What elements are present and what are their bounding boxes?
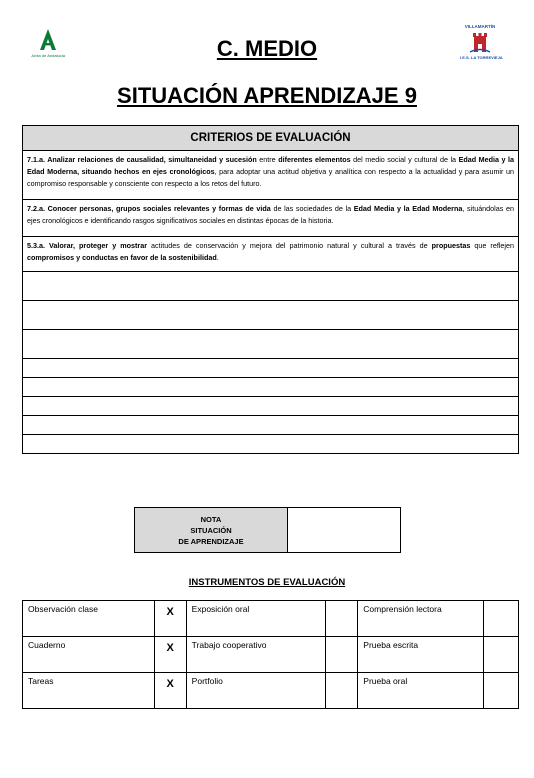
nota-label-line2: SITUACIÓN xyxy=(190,525,232,535)
nota-label xyxy=(135,508,288,553)
criterion-text-segment: que reflejen xyxy=(470,241,515,250)
criterion-7-1-a xyxy=(23,151,519,200)
criteria-row xyxy=(23,200,519,237)
criteria-row xyxy=(23,237,519,272)
criteria-table xyxy=(22,125,519,454)
instrument-label: Tareas xyxy=(23,673,155,709)
nota-label-line3: DE APRENDIZAJE xyxy=(178,536,244,546)
instrument-check-cell[interactable] xyxy=(484,637,519,673)
criterion-text-segment: de las sociedades de la xyxy=(270,204,354,213)
criteria-empty-row[interactable] xyxy=(23,301,519,330)
instrument-label: Prueba escrita xyxy=(358,637,484,673)
instrument-check-cell[interactable] xyxy=(484,673,519,709)
criterion-text-segment: propuestas xyxy=(431,241,471,250)
criterion-5-3-a xyxy=(23,237,519,272)
criterion-text-segment: diferentes elementos xyxy=(278,155,351,164)
instruments-table xyxy=(22,600,519,709)
instrument-check-cell[interactable] xyxy=(326,601,358,637)
criteria-empty-row[interactable] xyxy=(23,435,519,454)
criterion-text-segment: , para adoptar una actitud objetiva y analítica con respecto a la actualidad y para asumir un compromiso responsable y consciente con respecto a los retos del futuro. xyxy=(27,167,514,188)
nota-value-cell[interactable] xyxy=(288,508,401,553)
criteria-empty-cell[interactable] xyxy=(23,359,519,378)
junta-andalucia-caption: Junta de Andalucía xyxy=(30,53,66,58)
criterion-text-segment: 7.1.a. Analizar relaciones de causalidad, simultaneidad y sucesión xyxy=(27,155,257,164)
criteria-empty-row[interactable] xyxy=(23,330,519,359)
criteria-empty-cell[interactable] xyxy=(23,301,519,330)
criterion-text-segment: , situándolas en ejes cronológicos e identificando rasgos significativos sociales en distintas épocas de la historia. xyxy=(27,204,514,225)
criteria-row xyxy=(23,151,519,200)
instrument-check-cell[interactable]: X xyxy=(154,637,186,673)
school-logo-top-text: VILLAMARTÍN xyxy=(464,24,496,29)
school-logo-bottom-text: I.E.S. LA TORREVIEJA xyxy=(460,55,503,60)
criterion-text-segment: 5.3.a. Valorar, proteger y mostrar xyxy=(27,241,148,250)
nota-table xyxy=(134,507,401,553)
criterion-7-2-a xyxy=(23,200,519,237)
criterion-text-segment: . xyxy=(216,253,219,262)
criterion-text-segment: 7.2.a. Conocer personas, grupos sociales relevantes y formas de vida xyxy=(27,204,271,213)
page-subtitle: SITUACIÓN APRENDIZAJE 9 xyxy=(117,83,417,108)
instrument-label: Exposición oral xyxy=(186,601,326,637)
criteria-empty-row[interactable] xyxy=(23,272,519,301)
instrument-label: Portfolio xyxy=(186,673,326,709)
criteria-heading: CRITERIOS DE EVALUACIÓN xyxy=(23,126,519,151)
criterion-text-segment: compromisos y conductas en favor de la sostenibilidad xyxy=(27,253,217,262)
instrument-row xyxy=(23,673,519,709)
instrument-label: Observación clase xyxy=(23,601,155,637)
page-title: C. MEDIO xyxy=(216,36,318,61)
criterion-text-segment: Edad Media y la Edad Moderna, situando hechos en ejes cronológicos xyxy=(27,155,515,176)
instrument-label: Trabajo cooperativo xyxy=(186,637,326,673)
criteria-header-row xyxy=(23,126,519,151)
criteria-empty-cell[interactable] xyxy=(23,435,519,454)
criteria-empty-cell[interactable] xyxy=(23,272,519,301)
criterion-text-segment: entre xyxy=(256,155,279,164)
instrument-check-cell[interactable] xyxy=(326,673,358,709)
criteria-empty-row[interactable] xyxy=(23,378,519,397)
instrument-check-cell[interactable] xyxy=(484,601,519,637)
instrument-label: Cuaderno xyxy=(23,637,155,673)
instrument-check-cell[interactable] xyxy=(326,637,358,673)
instrument-label: Comprensión lectora xyxy=(358,601,484,637)
instrument-row xyxy=(23,601,519,637)
criteria-empty-cell[interactable] xyxy=(23,330,519,359)
criterion-text-segment: actitudes de conservación y mejora del patrimonio natural y cultural a través de xyxy=(147,241,432,250)
instrument-label: Prueba oral xyxy=(358,673,484,709)
criterion-text-segment: Edad Media y la Edad Moderna xyxy=(353,204,463,213)
criteria-empty-row[interactable] xyxy=(23,359,519,378)
instruments-title: INSTRUMENTOS DE EVALUACIÓN xyxy=(188,577,346,588)
criteria-empty-row[interactable] xyxy=(23,416,519,435)
criteria-empty-cell[interactable] xyxy=(23,378,519,397)
criterion-text-segment: del medio social y cultural de la xyxy=(350,155,459,164)
instrument-check-cell[interactable]: X xyxy=(154,673,186,709)
nota-label-line1: NOTA xyxy=(200,514,222,524)
instrument-row xyxy=(23,637,519,673)
criteria-empty-cell[interactable] xyxy=(23,397,519,416)
criteria-empty-cell[interactable] xyxy=(23,416,519,435)
criteria-empty-row[interactable] xyxy=(23,397,519,416)
instrument-check-cell[interactable]: X xyxy=(154,601,186,637)
